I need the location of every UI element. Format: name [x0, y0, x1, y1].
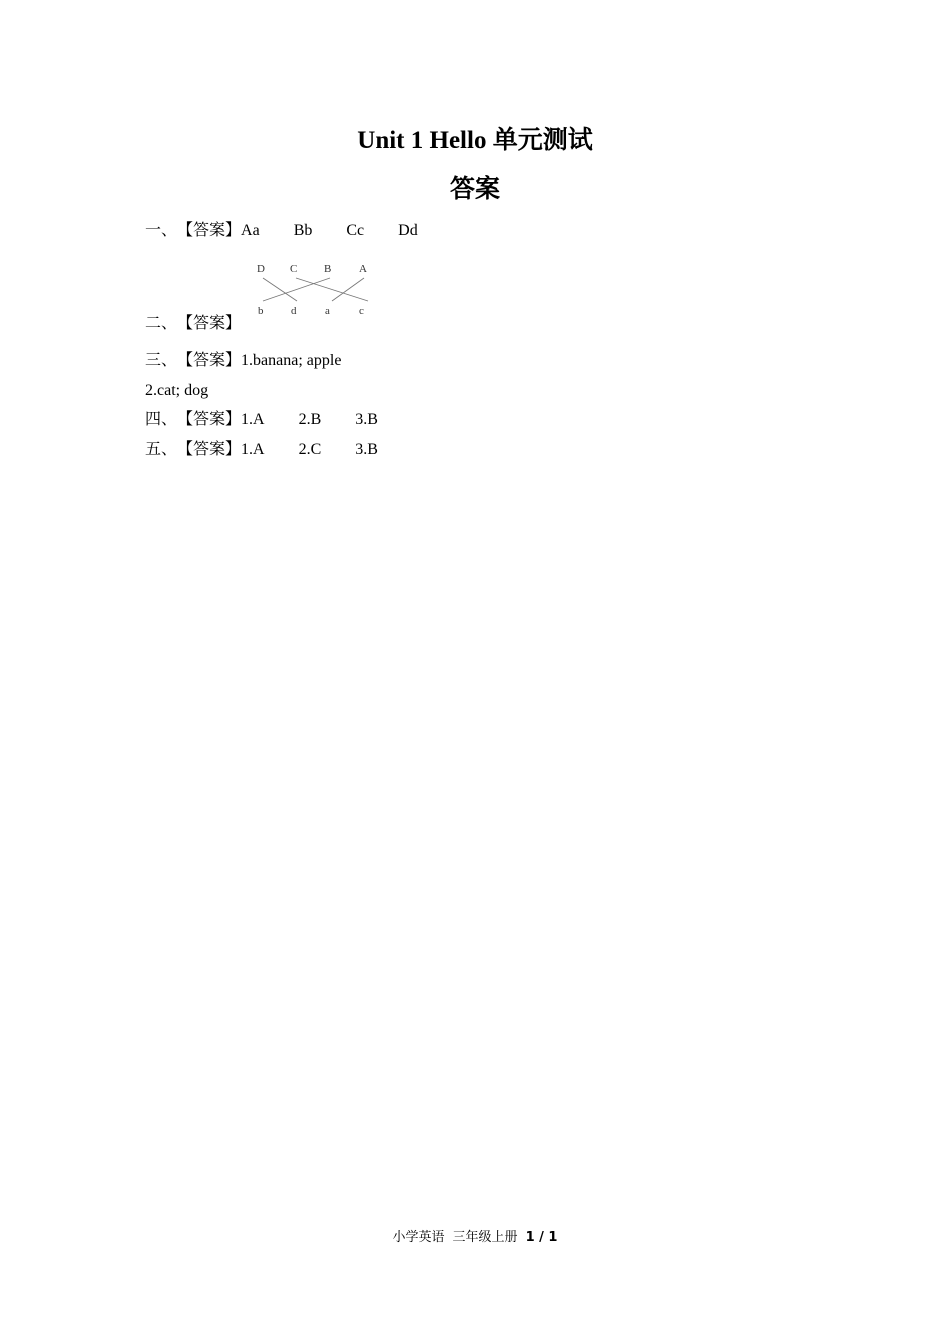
answer-line: 1.banana; apple [241, 352, 342, 369]
answer-item: 1.A [241, 411, 265, 428]
answer-item: Aa [241, 222, 260, 239]
answer-tag: 【答案】 [177, 222, 242, 239]
match-top-label: D [257, 263, 265, 275]
match-bottom-label: c [359, 305, 364, 317]
answer-tag: 【答案】 [177, 441, 242, 458]
answer-tag: 【答案】 [177, 411, 242, 428]
section-label: 一、 [145, 222, 178, 239]
page-title: Unit 1 Hello 单元测试 [357, 127, 593, 154]
answer-item: 2.C [298, 441, 322, 458]
match-line [263, 278, 330, 301]
answer-section-2 [145, 314, 241, 334]
answer-section-3-cont [145, 381, 208, 401]
match-top-label: C [290, 263, 298, 275]
answer-item: Cc [346, 222, 365, 239]
match-line [263, 278, 297, 301]
match-bottom-label: a [325, 305, 330, 317]
answer-item: 2.B [298, 411, 322, 428]
page-number: 1 / 1 [525, 1230, 558, 1245]
answer-item: Bb [293, 222, 313, 239]
answer-item: 3.B [355, 441, 378, 458]
match-bottom-label: b [258, 305, 264, 317]
section-label: 二、 [145, 315, 178, 332]
answer-section-1 [145, 221, 452, 241]
matching-diagram [250, 258, 380, 320]
footer-grade: 三年级上册 [452, 1230, 518, 1245]
answer-tag: 【答案】 [177, 352, 242, 369]
answer-item: Dd [398, 222, 418, 239]
page-subtitle: 答案 [449, 176, 500, 203]
match-top-label: A [359, 263, 367, 275]
answer-section-5 [145, 440, 412, 460]
footer-subject: 小学英语 [392, 1230, 445, 1245]
match-line [296, 278, 368, 301]
match-top-label: B [324, 263, 332, 275]
answer-line: 2.cat; dog [145, 382, 209, 399]
page-footer [0, 1229, 950, 1247]
section-label: 四、 [145, 411, 178, 428]
answer-item: 1.A [241, 441, 265, 458]
answer-section-3 [145, 351, 341, 371]
answer-section-4 [145, 410, 412, 430]
match-bottom-label: d [291, 305, 297, 317]
answer-item: 3.B [355, 411, 378, 428]
section-label: 五、 [145, 441, 178, 458]
match-line [332, 278, 364, 301]
answer-tag: 【答案】 [177, 315, 242, 332]
section-label: 三、 [145, 352, 178, 369]
